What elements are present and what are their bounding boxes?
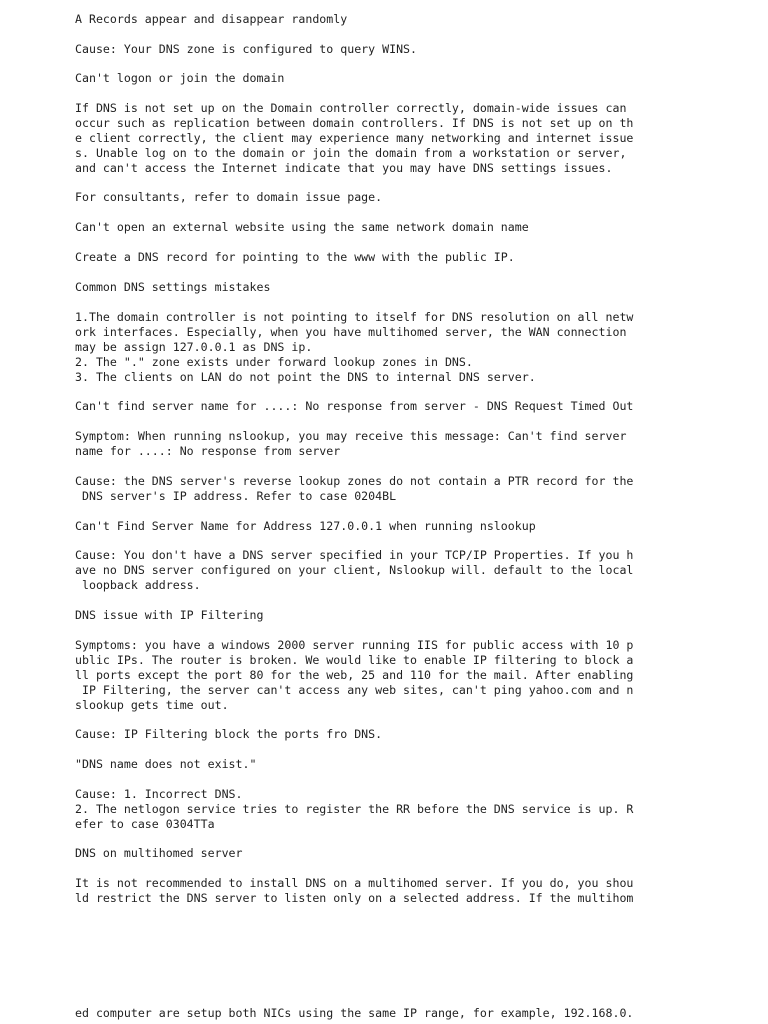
heading-loopback-address: Can't Find Server Name for Address 127.0.0.1 when running nslookup [75, 519, 536, 533]
text-line: It is not recommended to install DNS on a multihomed server. If you do, you shou [75, 876, 634, 890]
text-line: IP Filtering, the server can't access any web sites, can't ping yahoo.com and n [75, 683, 634, 697]
text-line: 2. The "." zone exists under forward lookup zones in DNS. [75, 355, 473, 369]
text-line: ork interfaces. Especially, when you have multihomed server, the WAN connection [75, 325, 627, 339]
heading-external-website: Can't open an external website using the same network domain name [75, 220, 529, 234]
text-line: If DNS is not set up on the Domain controller correctly, domain-wide issues can [75, 101, 627, 115]
text-line: DNS server's IP address. Refer to case 0204BL [75, 489, 397, 503]
text-line: efer to case 0304TTa [75, 817, 215, 831]
heading-common-mistakes: Common DNS settings mistakes [75, 280, 271, 294]
text-line: Cause: IP Filtering block the ports fro DNS. [75, 727, 383, 741]
text-line: ave no DNS server configured on your client, Nslookup will. default to the local [75, 563, 634, 577]
text-line: Create a DNS record for pointing to the www with the public IP. [75, 250, 515, 264]
text-line: Cause: Your DNS zone is configured to query WINS. [75, 42, 418, 56]
text-line: Symptom: When running nslookup, you may receive this message: Can't find server [75, 429, 627, 443]
heading-ip-filtering: DNS issue with IP Filtering [75, 608, 264, 622]
text-line: 2. The netlogon service tries to register the RR before the DNS service is up. R [75, 802, 634, 816]
text-line: s. Unable log on to the domain or join the domain from a workstation or server, [75, 146, 627, 160]
text-line: Symptoms: you have a windows 2000 server running IIS for public access with 10 p [75, 638, 634, 652]
heading-multihomed-server: DNS on multihomed server [75, 846, 243, 860]
text-line: may be assign 127.0.0.1 as DNS ip. [75, 340, 313, 354]
heading-cant-logon: Can't logon or join the domain [75, 71, 285, 85]
text-line: 3. The clients on LAN do not point the DNS to internal DNS server. [75, 370, 536, 384]
text-line: Cause: 1. Incorrect DNS. [75, 787, 243, 801]
heading-dns-name-not-exist: "DNS name does not exist." [75, 757, 257, 771]
heading-a-records: A Records appear and disappear randomly [75, 12, 348, 26]
text-line: ublic IPs. The router is broken. We would like to enable IP filtering to block a [75, 653, 634, 667]
text-line: Cause: the DNS server's reverse lookup zones do not contain a PTR record for the [75, 474, 634, 488]
text-line: 1.The domain controller is not pointing to itself for DNS resolution on all netw [75, 310, 634, 324]
text-line: For consultants, refer to domain issue page. [75, 190, 383, 204]
text-line: occur such as replication between domain controllers. If DNS is not set up on th [75, 116, 634, 130]
text-line: e client correctly, the client may experience many networking and internet issue [75, 131, 634, 145]
text-line: ed computer are setup both NICs using the same IP range, for example, 192.168.0. [75, 1006, 634, 1020]
text-line: ll ports except the port 80 for the web, 25 and 110 for the mail. After enabling [75, 668, 634, 682]
text-line: loopback address. [75, 578, 201, 592]
heading-cant-find-server: Can't find server name for ....: No response from server - DNS Request Timed Out [75, 399, 634, 413]
text-line: slookup gets time out. [75, 698, 229, 712]
text-line: and can't access the Internet indicate that you may have DNS settings issues. [75, 161, 613, 175]
text-line: Cause: You don't have a DNS server specified in your TCP/IP Properties. If you h [75, 548, 634, 562]
text-line: ld restrict the DNS server to listen only on a selected address. If the multihom [75, 891, 634, 905]
text-line: name for ....: No response from server [75, 444, 341, 458]
